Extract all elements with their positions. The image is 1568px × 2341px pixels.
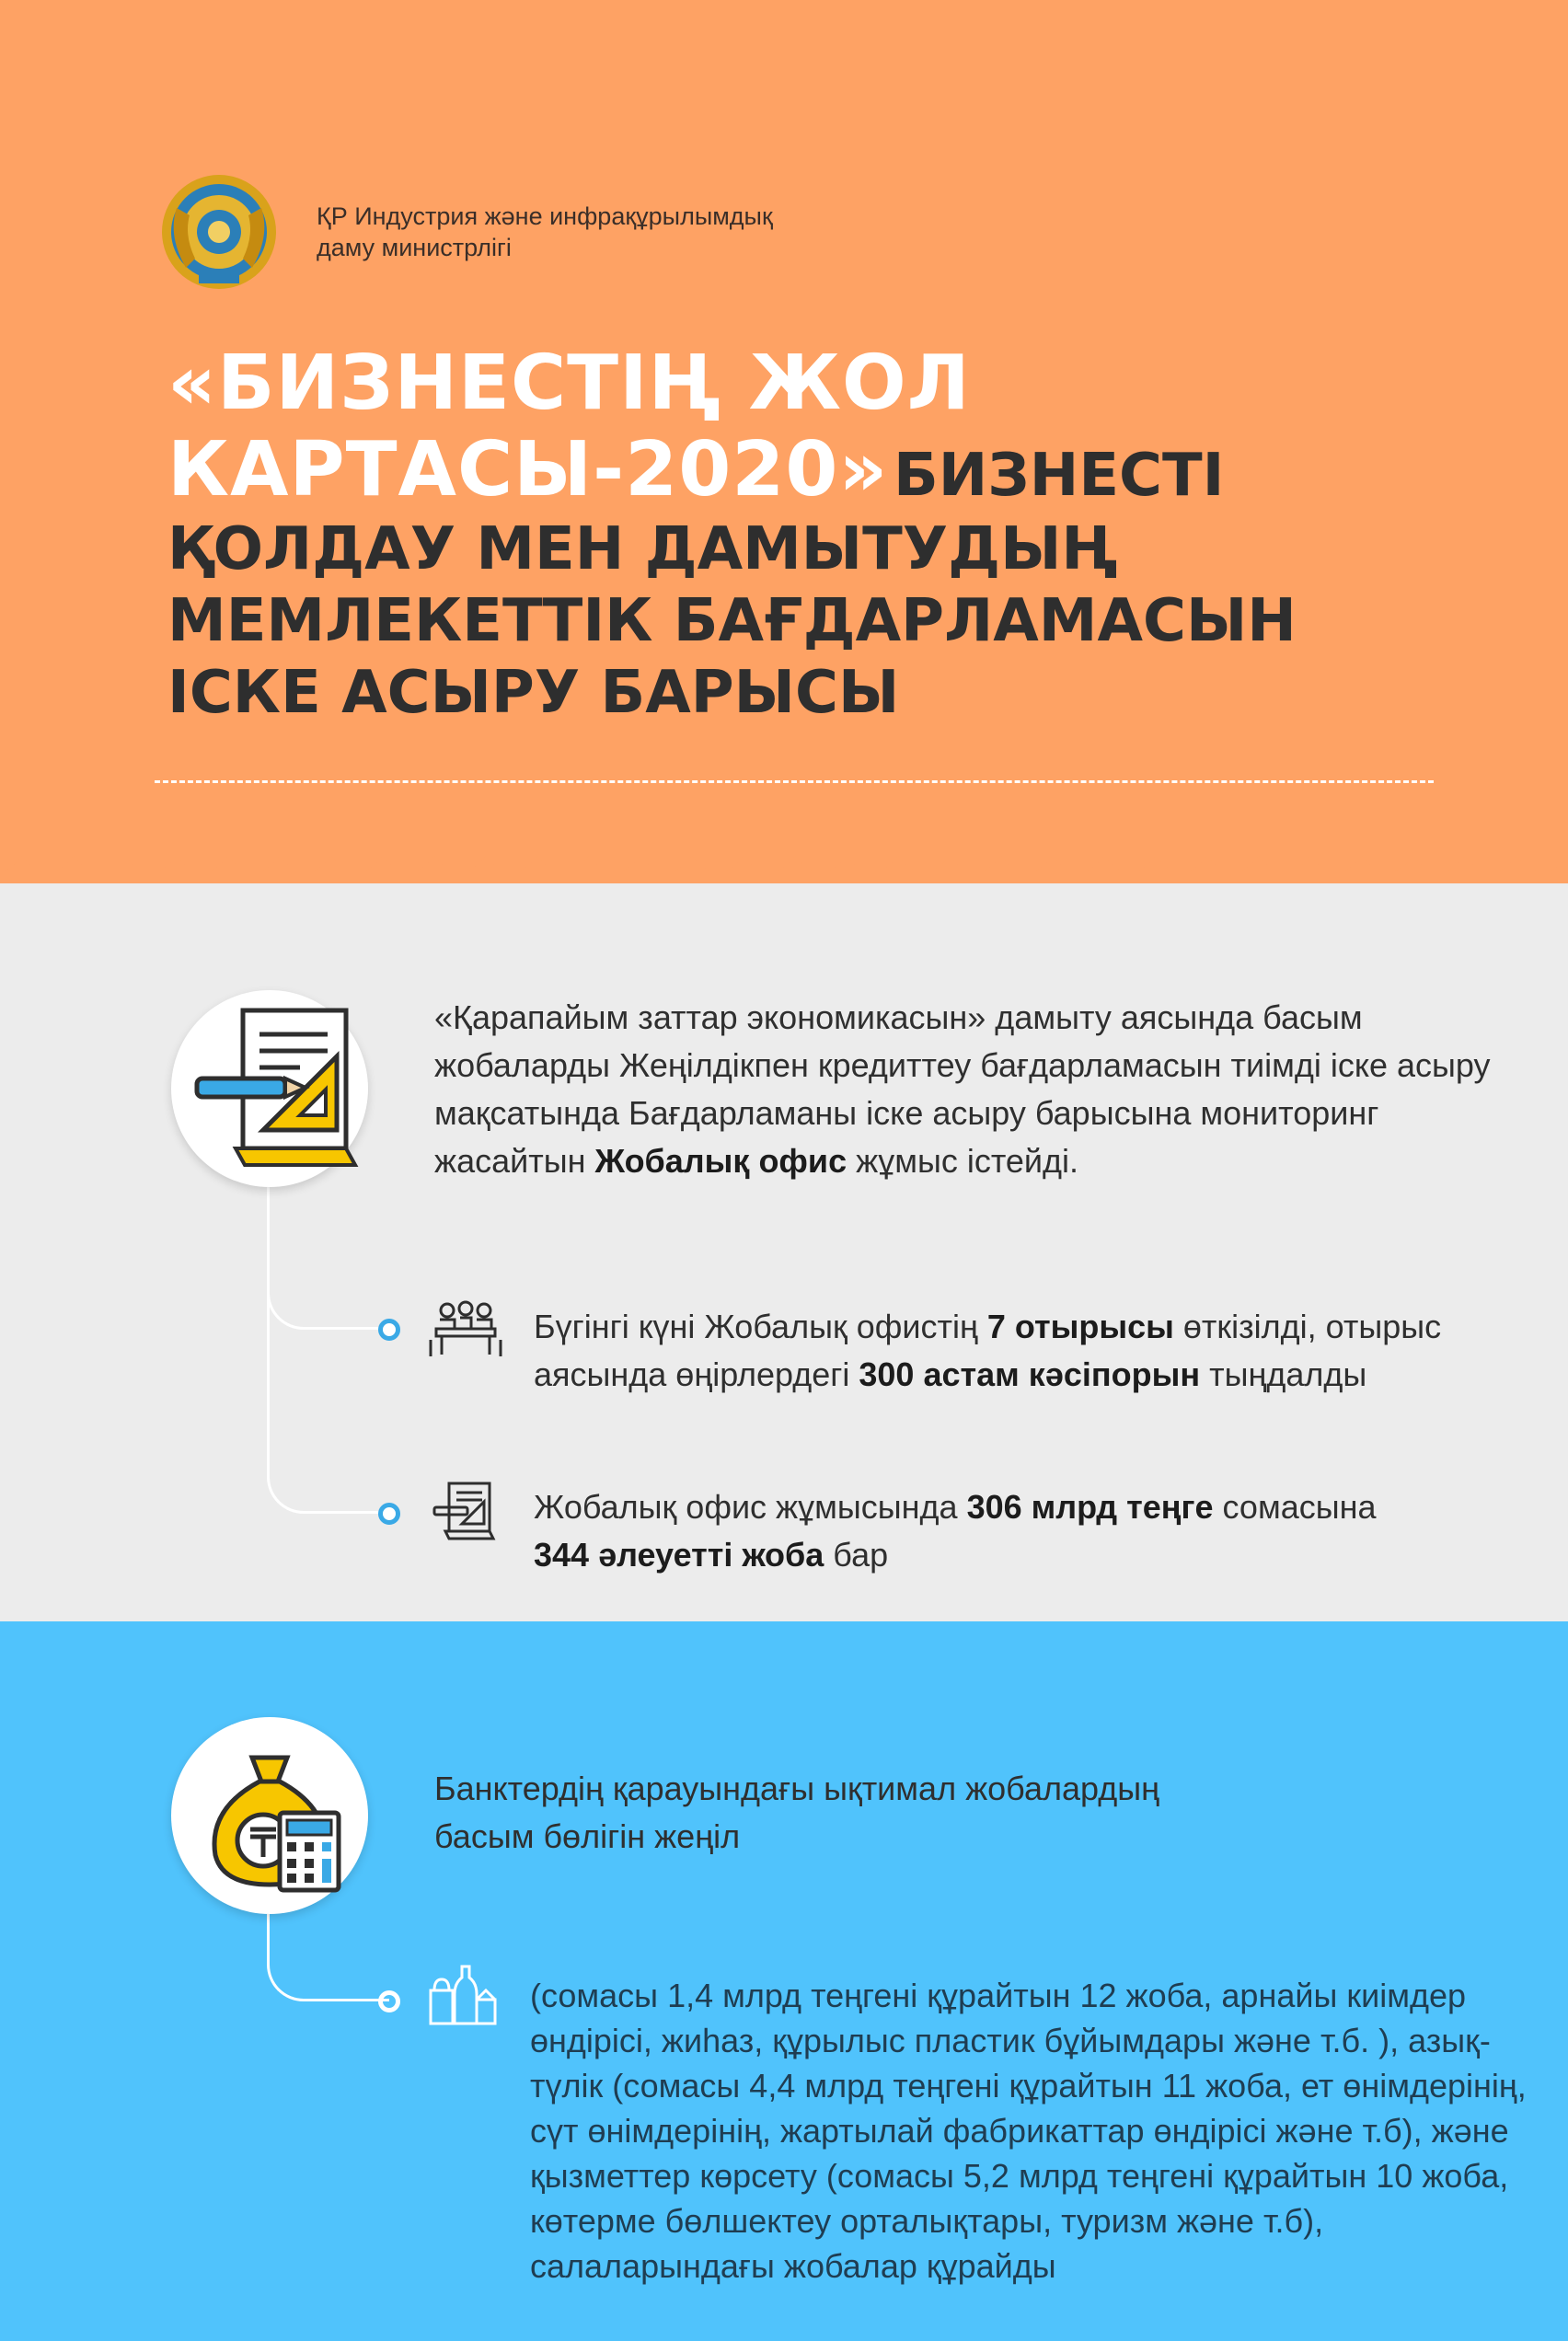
intro-text-bold: Жобалық офис bbox=[594, 1142, 847, 1180]
meetings-part2: өткізілді, отырыс аясында өңірлердегі bbox=[534, 1308, 1442, 1393]
projects-part1: Жобалық офис жұмысында bbox=[534, 1488, 958, 1526]
document-small-icon bbox=[429, 1480, 502, 1544]
bank-projects-intro: Банктердің қарауындағы ықтимал жобалардың басым бөлігін жеңіл bbox=[434, 1770, 1159, 1855]
projects-part2: сомасына bbox=[1222, 1488, 1377, 1526]
meetings-part3: тыңдалды bbox=[1209, 1355, 1367, 1393]
header-banner bbox=[0, 0, 1568, 883]
bullet-dot-2 bbox=[378, 1503, 400, 1525]
meetings-bold1: 7 отырысы bbox=[986, 1308, 1174, 1345]
state-emblem bbox=[158, 171, 280, 293]
ministry-line1: ҚР Индустрия және инфрақұрылымдық bbox=[317, 202, 773, 230]
bullet-dot-1 bbox=[378, 1319, 400, 1341]
products-icon bbox=[425, 1958, 499, 2032]
bank-icon-circle bbox=[171, 1717, 368, 1914]
bullet-dot-3 bbox=[378, 1990, 400, 2012]
potential-projects-text bbox=[534, 1483, 1509, 1579]
connector-line-1b bbox=[267, 1187, 389, 1514]
intro-text-part1: «Қарапайым заттар экономикасын» дамыту аясында басым жобаларды Жеңілдікпен кредиттеу бағдарламасын тиімді іске асыру мақсатында Бағдарламаны іске асыру барысына мониторинг жасайтын bbox=[434, 998, 1491, 1180]
projects-bold2: 344 әлеуетті жоба bbox=[534, 1536, 824, 1574]
title-line2-rest: БИЗНЕСТІ bbox=[893, 442, 1225, 510]
page-title bbox=[167, 340, 1456, 729]
title-line3: ҚОЛДАУ МЕН ДАМЫТУДЫҢ bbox=[167, 515, 1118, 583]
title-line4: МЕМЛЕКЕТТІК БАҒДАРЛАМАСЫН bbox=[167, 587, 1297, 655]
project-office-intro bbox=[434, 994, 1539, 1185]
ministry-name bbox=[317, 201, 961, 263]
bank-projects-details: (сомасы 1,4 млрд теңгені құрайтын 12 жоба, арнайы киімдер өндірісі, жиһаз, құрылыс пластик бұйымдары және т.б. ), азық-түлік (сомасы 4,4 млрд теңгені құрайтын 11 жоба, ет өнімдерінің, сүт өнімдерінің, жартылай фабрикаттар өндірісі және т.б), және қызметтер көрсету (сомасы 5,2 млрд теңгені құрайтын 10 жоба, көтерме бөлшектеу орталықтары, туризм және т.б), салаларындағы жобалар құрайды bbox=[530, 1977, 1527, 2285]
document-ruler-icon bbox=[171, 990, 368, 1187]
ministry-line2: даму министрлігі bbox=[317, 234, 512, 261]
wave-divider bbox=[0, 828, 1568, 893]
meeting-icon bbox=[429, 1297, 502, 1362]
money-bag-calculator-icon bbox=[171, 1717, 368, 1914]
meetings-text bbox=[534, 1303, 1509, 1399]
dashed-divider bbox=[155, 780, 1434, 783]
projects-bold1: 306 млрд теңге bbox=[966, 1488, 1214, 1526]
connector-line-2 bbox=[267, 1914, 389, 2001]
intro-text-part2: жұмыс істейді. bbox=[856, 1142, 1079, 1180]
projects-part3: бар bbox=[833, 1536, 889, 1574]
title-line2: КАРТАСЫ-2020» bbox=[167, 426, 889, 513]
title-line5: ІСКЕ АСЫРУ БАРЫСЫ bbox=[167, 659, 900, 727]
title-line1: «БИЗНЕСТІҢ ЖОЛ bbox=[167, 340, 971, 427]
meetings-bold2: 300 астам кәсіпорын bbox=[859, 1355, 1201, 1393]
project-office-icon-circle bbox=[171, 990, 368, 1187]
meetings-part1: Бүгінгі күні Жобалық офистің bbox=[534, 1308, 978, 1345]
